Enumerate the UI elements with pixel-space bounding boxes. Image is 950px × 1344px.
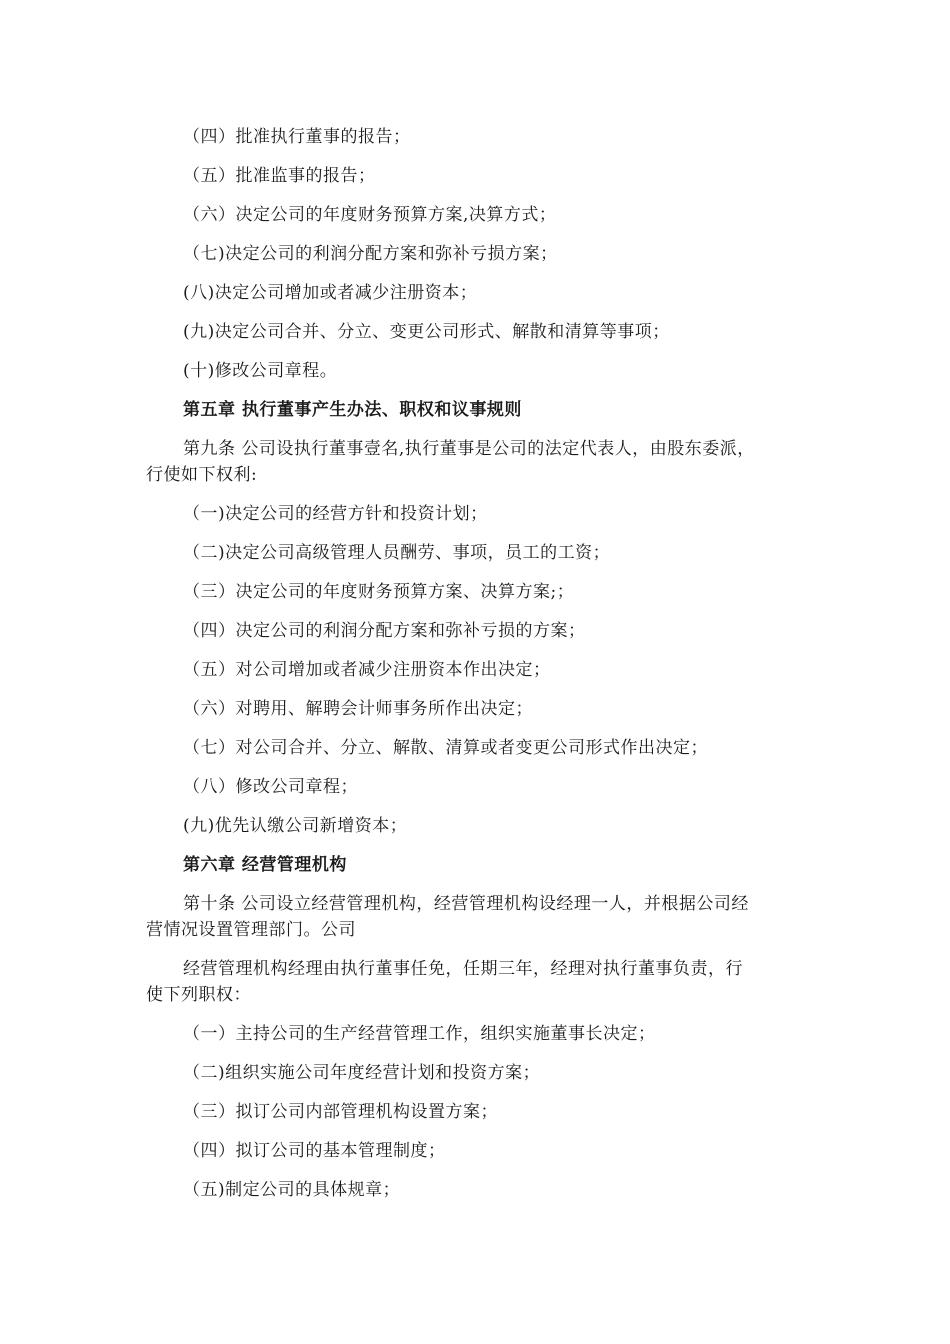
- list-item: （三）决定公司的年度财务预算方案、决算方案;；: [183, 582, 575, 602]
- list-item: （四）决定公司的利润分配方案和弥补亏损的方案；: [183, 621, 586, 641]
- chapter-5-heading: 第五章 执行董事产生办法、职权和议事规则: [183, 400, 522, 420]
- list-item: （一）主持公司的生产经营管理工作，组织实施董事长决定；: [183, 1024, 656, 1044]
- article-10-text: 第十条 公司设立经营管理机构，经营管理机构设经理一人，并根据公司经: [183, 894, 749, 914]
- list-item: （七）对公司合并、分立、解散、清算或者变更公司形式作出决定；: [183, 738, 708, 758]
- list-item: (九)优先认缴公司新增资本；: [183, 816, 408, 836]
- list-item: （三）拟订公司内部管理机构设置方案；: [183, 1102, 498, 1122]
- list-item: （六）对聘用、解聘会计师事务所作出决定；: [183, 699, 533, 719]
- manager-duties-text-cont: 使下列职权：: [146, 985, 251, 1005]
- list-item: (十)修改公司章程。: [183, 361, 338, 381]
- list-item: （六）决定公司的年度财务预算方案,决算方式；: [183, 205, 557, 225]
- list-item: (八)决定公司增加或者减少注册资本；: [183, 283, 478, 303]
- list-item: （四）批准执行董事的报告；: [183, 127, 411, 147]
- list-item: （五）对公司增加或者减少注册资本作出决定；: [183, 660, 551, 680]
- article-9-text-cont: 行使如下权利:: [146, 465, 258, 485]
- list-item: （七)决定公司的利润分配方案和弥补亏损方案；: [183, 244, 558, 264]
- chapter-6-heading: 第六章 经营管理机构: [183, 855, 347, 875]
- list-item: （五）批准监事的报告；: [183, 166, 376, 186]
- list-item: （二)决定公司高级管理人员酬劳、事项，员工的工资；: [183, 543, 611, 563]
- list-item: （四）拟订公司的基本管理制度；: [183, 1141, 446, 1161]
- manager-duties-text: 经营管理机构经理由执行董事任免，任期三年，经理对执行董事负责，行: [183, 959, 743, 979]
- list-item: （五)制定公司的具体规章；: [183, 1180, 401, 1200]
- list-item: （八）修改公司章程；: [183, 777, 358, 797]
- article-10-text-cont: 营情况设置管理部门。公司: [146, 920, 356, 940]
- article-9-text: 第九条 公司设执行董事壹名,执行董事是公司的法定代表人，由股东委派，: [183, 439, 755, 459]
- list-item: （二)组织实施公司年度经营计划和投资方案；: [183, 1063, 541, 1083]
- list-item: （一)决定公司的经营方针和投资计划；: [183, 504, 488, 524]
- list-item: (九)决定公司合并、分立、变更公司形式、解散和清算等事项；: [183, 322, 670, 342]
